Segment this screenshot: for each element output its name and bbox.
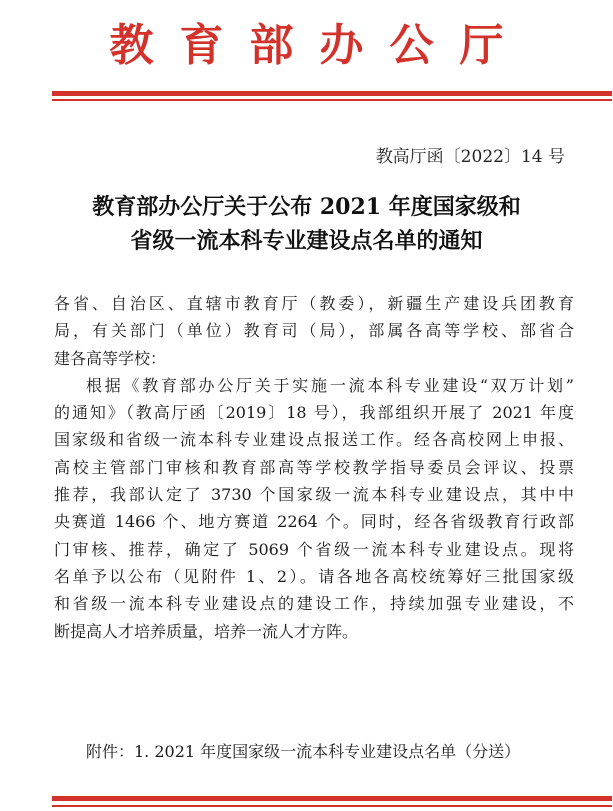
document-body: [54, 290, 574, 645]
body-line: 断提高人才培养质量，培养一流人才方阵。: [54, 621, 359, 641]
heading-line-1: 教育部办公厅关于公布 2021 年度国家级和: [92, 194, 521, 220]
document-number: 教高厅函〔2022〕14 号: [375, 147, 565, 167]
body-line: 推荐，我部认定了 3730 个国家级一流本科专业建设点，其中中: [54, 485, 574, 505]
recipients-line: 局，有关部门（单位）教育司（局），部属各高等学校、部省合: [54, 321, 574, 341]
body-line: 央赛道 1466 个、地方赛道 2264 个。同时，经各省级教育行政部: [54, 512, 574, 532]
recipients-line: 各省、自治区、直辖市教育厅（教委），新疆生产建设兵团教育: [54, 294, 574, 313]
body-line: 名单予以公布（见附件 1、2）。请各地各高校统筹好三批国家级: [54, 566, 574, 586]
attachment-line: 附件：1. 2021 年度国家级一流本科专业建设点名单（分送）: [86, 742, 521, 761]
body-line: 和省级一流本科专业建设点的建设工作，持续加强专业建设，不: [54, 594, 574, 614]
body-line: 的通知》（教高厅函〔2019〕18 号），我部组织开展了 2021 年度: [54, 403, 574, 423]
document-heading: [0, 190, 613, 258]
body-line: 高校主管部门审核和教育部高等学校教学指导委员会评议、投票: [54, 457, 574, 477]
heading-line-2: 省级一流本科专业建设点名单的通知: [130, 228, 483, 254]
body-line: 根据《教育部办公厅关于实施一流本科专业建设“双万计划”: [86, 375, 574, 395]
recipients-line: 建各高等学校：: [54, 348, 167, 368]
letterhead-rule-thin: [52, 99, 612, 101]
org-letterhead-title: 教育部办公厅: [109, 20, 530, 71]
footer-rule-thick: [52, 796, 612, 801]
letterhead-rule-thick: [52, 91, 612, 96]
footer-rule-thin: [52, 805, 612, 807]
body-line: 门审核、推荐，确定了 5069 个省级一流本科专业建设点。现将: [54, 539, 574, 559]
body-line: 国家级和省级一流本科专业建设点报送工作。经各高校网上申报、: [54, 430, 574, 450]
